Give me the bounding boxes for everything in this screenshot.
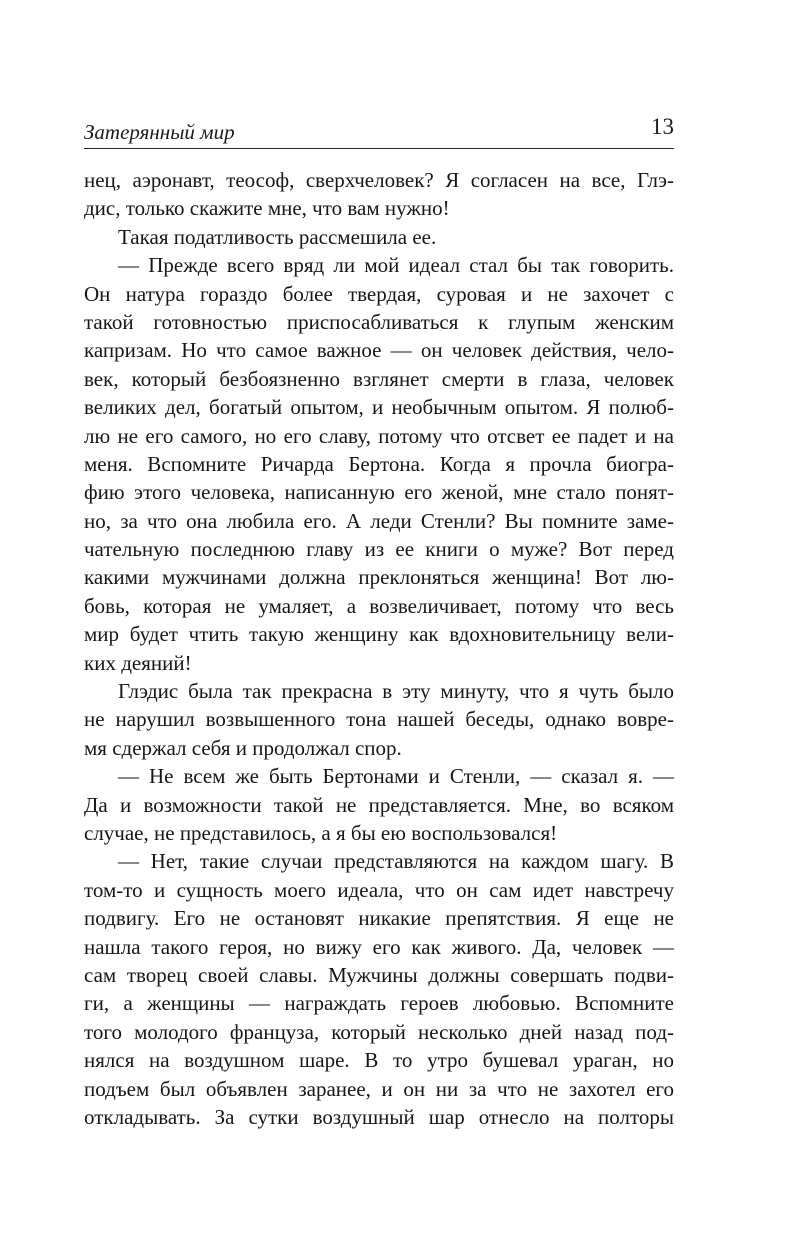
page-header bbox=[84, 112, 674, 148]
text-line: Он натура гораздо более твердая, суровая и не захочет с bbox=[84, 281, 674, 306]
text-line: ги, а женщины — награждать героев любовью. Вспомните bbox=[84, 991, 674, 1016]
text-line: век, который безбоязненно взглянет смерти в глаза, человек bbox=[84, 366, 674, 391]
text-line: Глэдис была так прекрасна в эту минуту, что я чуть было bbox=[118, 679, 674, 704]
text-line: но, за что она любила его. А леди Стенли? Вы помните заме- bbox=[84, 508, 674, 533]
text-line: Такая податливость рассмешила ее. bbox=[118, 224, 437, 249]
text-line: такой готовностью приспосабливаться к глупым женским bbox=[84, 309, 674, 334]
text-line: Да и возможности такой не представляется. Мне, во всяком bbox=[84, 792, 674, 817]
text-line: нялся на воздушном шаре. В то утро бушевал ураган, но bbox=[84, 1048, 674, 1073]
text-line: ких деяний! bbox=[84, 650, 192, 675]
text-line: не нарушил возвышенного тона нашей беседы, однако вовре- bbox=[84, 707, 674, 732]
text-line: откладывать. За сутки воздушный шар отнесло на полторы bbox=[84, 1104, 674, 1129]
text-line: — Не всем же быть Бертонами и Стенли, — сказал я. — bbox=[118, 764, 674, 789]
text-line: бовь, которая не умаляет, а возвеличивает, потому что весь bbox=[84, 593, 674, 618]
text-line: том-то и сущность моего идеала, что он сам идет навстречу bbox=[84, 877, 674, 902]
text-line: подъем был объявлен заранее, и он ни за что не захотел его bbox=[84, 1076, 674, 1101]
text-line: — Прежде всего вряд ли мой идеал стал бы так говорить. bbox=[118, 253, 674, 278]
running-title: Затерянный мир bbox=[84, 120, 235, 144]
text-line: великих дел, богатый опытом, и необычным опытом. Я полюб- bbox=[84, 395, 674, 420]
text-line: нец, аэронавт, теософ, сверхчеловек? Я согласен на все, Глэ- bbox=[84, 168, 674, 192]
body-text bbox=[84, 166, 674, 1131]
text-line: чательную последнюю главу из ее книги о муже? Вот перед bbox=[84, 537, 674, 562]
text-line: того молодого француза, который несколько дней назад под- bbox=[84, 1019, 674, 1044]
header-rule bbox=[84, 148, 674, 149]
text-line: мя сдержал себя и продолжал спор. bbox=[84, 735, 402, 760]
text-line: капризам. Но что самое важное — он человек действия, чело- bbox=[84, 338, 674, 363]
text-line: сам творец своей славы. Мужчины должны совершать подви- bbox=[84, 962, 674, 987]
text-line: подвигу. Его не остановят никакие препятствия. Я еще не bbox=[84, 906, 674, 931]
text-line: меня. Вспомните Ричарда Бертона. Когда я прочла биогра- bbox=[84, 451, 674, 476]
text-line: — Нет, такие случаи представляются на каждом шагу. В bbox=[118, 849, 674, 874]
text-line: мир будет чтить такую женщину как вдохновительницу вели- bbox=[84, 622, 674, 647]
text-line: дис, только скажите мне, что вам нужно! bbox=[84, 196, 450, 221]
text-line: нашла такого героя, но вижу его как живого. Да, человек — bbox=[84, 934, 674, 959]
text-line: лю не его самого, но его славу, потому что отсвет ее падет и на bbox=[84, 423, 674, 448]
text-line: какими мужчинами должна преклоняться женщина! Вот лю- bbox=[84, 565, 674, 590]
page-number: 13 bbox=[651, 114, 674, 139]
text-line: случае, не представилось, а я бы ею воспользовался! bbox=[84, 820, 558, 845]
text-line: фию этого человека, написанную его женой, мне стало понят- bbox=[84, 480, 674, 505]
